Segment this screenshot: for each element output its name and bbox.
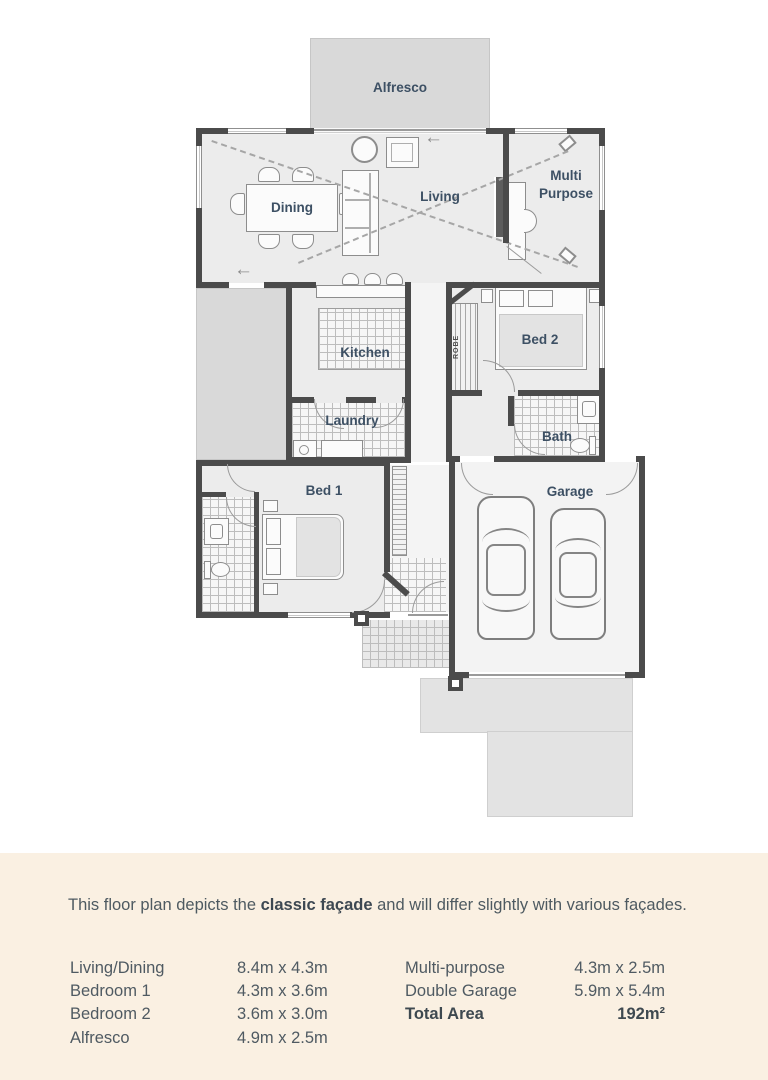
- porch-post: [354, 611, 369, 626]
- wall: [286, 282, 292, 462]
- wall: [286, 397, 314, 403]
- threshold-line: [408, 614, 448, 616]
- dimension-row: [405, 957, 665, 980]
- sofa-back-line: [369, 173, 371, 253]
- vanity-sink: [582, 401, 596, 417]
- dimension-label: Multi-purpose: [405, 959, 505, 977]
- breakfast-stool: [386, 273, 403, 285]
- wall: [196, 282, 229, 288]
- bedside-table: [481, 289, 493, 303]
- wall: [405, 282, 411, 462]
- bedside-table: [263, 500, 278, 512]
- dining-chair: [292, 234, 314, 249]
- dimension-label: Bedroom 2: [70, 1005, 151, 1024]
- dimension-value: 4.3m x 2.5m: [574, 959, 665, 977]
- dimension-label: Alfresco: [70, 1028, 130, 1047]
- porch-post: [448, 676, 463, 691]
- dimension-value: 8.4m x 4.3m: [237, 959, 328, 977]
- wall: [196, 460, 390, 466]
- label-alfresco: Alfresco: [372, 80, 428, 95]
- wall: [518, 390, 605, 396]
- label-dining: Dining: [271, 200, 313, 215]
- wall: [494, 456, 602, 462]
- window: [196, 146, 202, 208]
- dimension-row: [70, 1027, 400, 1050]
- wall: [196, 492, 226, 497]
- dining-chair: [258, 234, 280, 249]
- window: [228, 128, 286, 134]
- car-roof: [559, 552, 597, 598]
- wall: [446, 282, 452, 462]
- note-bold: classic façade: [260, 896, 373, 914]
- direction-arrow: ←: [424, 127, 443, 148]
- label-bath: Bath: [542, 429, 572, 444]
- dining-chair: [258, 167, 280, 182]
- pillow: [266, 518, 281, 545]
- dimension-row-total: [405, 1003, 665, 1026]
- wall: [508, 396, 514, 426]
- label-laundry: Laundry: [325, 413, 379, 428]
- armchair-cushion: [391, 143, 413, 162]
- laundry-trough-basin: [299, 445, 309, 455]
- dimension-label: Bedroom 1: [70, 982, 151, 1001]
- wall: [449, 456, 455, 678]
- wall: [446, 390, 482, 396]
- pillow: [266, 548, 281, 575]
- sofa-cushion-line: [345, 227, 369, 229]
- label-living: Living: [420, 189, 460, 204]
- sliding-door-line: [314, 132, 486, 133]
- sliding-door-line: [314, 129, 486, 131]
- direction-arrow: ←: [234, 259, 253, 280]
- dimension-label: Total Area: [405, 1005, 484, 1024]
- wall: [503, 128, 509, 243]
- pillow: [528, 290, 553, 307]
- pillow: [499, 290, 524, 307]
- dimension-value: 4.3m x 3.6m: [237, 982, 328, 1001]
- sofa-cushion-line: [345, 199, 369, 201]
- dimensions-table-left: [70, 957, 400, 1050]
- dining-chair: [230, 193, 245, 215]
- dimension-value: 192m²: [617, 1005, 665, 1024]
- toilet: [211, 562, 230, 577]
- facade-note: [68, 896, 748, 915]
- hall-floor: [411, 283, 446, 462]
- label-robe: ROBE: [453, 334, 460, 360]
- porch-tiles: [362, 620, 450, 668]
- toilet-tank: [589, 436, 596, 455]
- label-kitchen: Kitchen: [340, 345, 390, 360]
- note-prefix: This floor plan depicts the: [68, 896, 261, 914]
- side-yard: [196, 288, 288, 460]
- window: [515, 128, 567, 134]
- breakfast-stool: [364, 273, 381, 285]
- dimension-row: [70, 1003, 400, 1026]
- label-garage: Garage: [546, 484, 594, 499]
- bed-blanket: [296, 517, 341, 577]
- dimension-value: 3.6m x 3.0m: [237, 1005, 328, 1024]
- dimension-row: [70, 957, 400, 980]
- dimension-value: 4.9m x 2.5m: [237, 1028, 328, 1047]
- dimension-label: Living/Dining: [70, 959, 165, 977]
- dimension-label: Double Garage: [405, 982, 517, 1001]
- tv: [494, 177, 503, 237]
- garage-door-line: [469, 674, 625, 676]
- dimension-value: 5.9m x 5.4m: [574, 982, 665, 1001]
- ensuite-sink: [210, 524, 223, 539]
- toilet-tank: [204, 561, 211, 579]
- wall: [625, 672, 645, 678]
- breakfast-stool: [342, 273, 359, 285]
- label-bed1: Bed 1: [305, 483, 343, 498]
- wall: [196, 460, 202, 618]
- note-suffix: and will differ slightly with various façades.: [372, 896, 687, 914]
- dimensions-table-right: [405, 957, 665, 1027]
- kitchen-counter: [316, 285, 406, 298]
- driveway: [487, 731, 633, 817]
- linen-cupboard: [392, 466, 407, 556]
- label-multi-purpose: Multi Purpose: [538, 168, 593, 201]
- label-bed2: Bed 2: [521, 332, 559, 347]
- wall: [639, 456, 645, 678]
- dimension-row: [405, 980, 665, 1003]
- dimension-row: [70, 980, 400, 1003]
- wall: [346, 397, 376, 403]
- coffee-table: [351, 136, 378, 163]
- window: [288, 612, 350, 618]
- car-roof: [486, 544, 526, 596]
- wall: [384, 460, 390, 572]
- footer-panel: [0, 853, 768, 1080]
- window: [599, 306, 605, 368]
- bedside-table: [263, 583, 278, 595]
